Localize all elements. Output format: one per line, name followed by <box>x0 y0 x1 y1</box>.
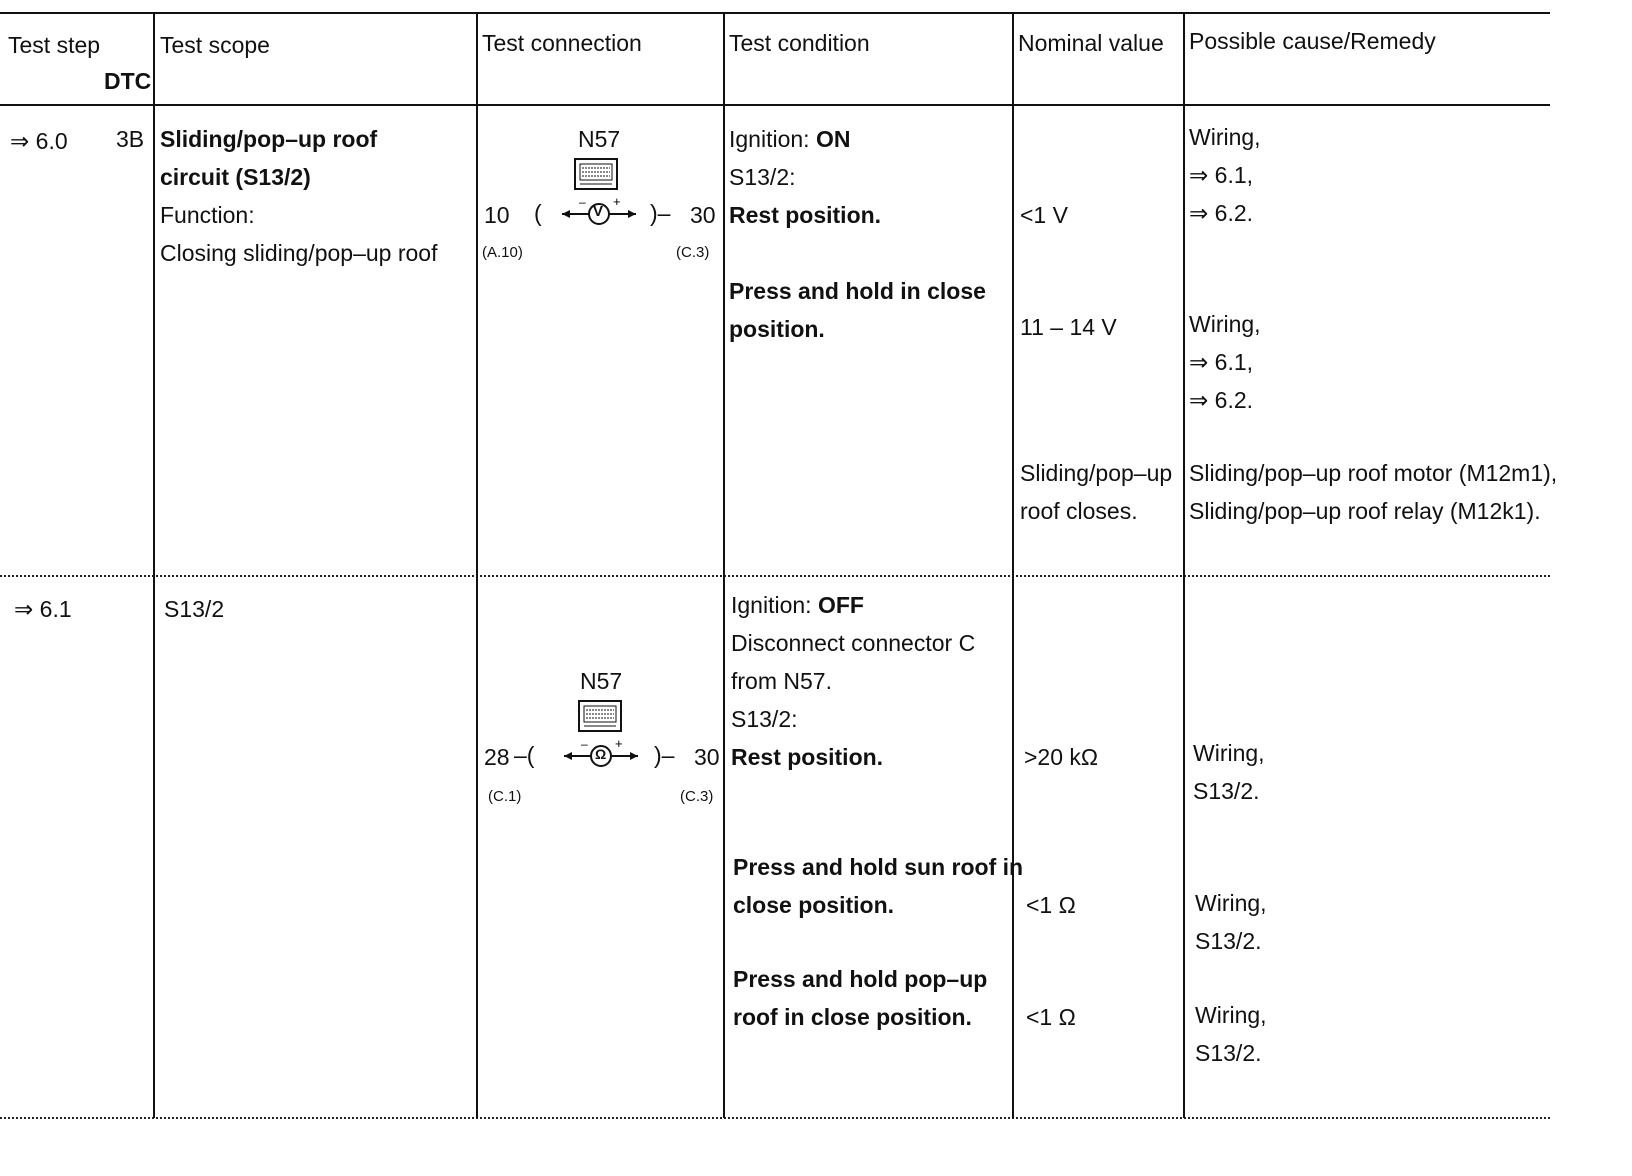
row-divider <box>0 575 1550 577</box>
column-divider <box>153 12 155 1118</box>
test-condition <box>733 848 1023 924</box>
condition-text: Rest position. <box>731 744 884 770</box>
test-condition <box>729 120 986 348</box>
cause-text: Wiring, <box>1195 890 1267 916</box>
column-divider <box>476 12 478 1118</box>
condition-label: Ignition: <box>729 126 810 152</box>
column-divider <box>1012 12 1014 1118</box>
svg-text:–: – <box>579 195 586 209</box>
right-pin-reference: (C.3) <box>676 244 710 261</box>
cause-text: Wiring, <box>1189 124 1261 150</box>
condition-text: S13/2: <box>731 706 798 732</box>
column-divider <box>723 12 725 1118</box>
step-number: ⇒ 6.0 <box>10 128 68 154</box>
right-plug-icon: )– <box>654 742 675 768</box>
dtc-code: 3B <box>116 126 145 152</box>
nominal-value: 11 – 14 V <box>1020 314 1117 340</box>
left-pin: 10 <box>484 202 510 228</box>
possible-cause <box>1189 305 1261 419</box>
condition-label: Ignition: <box>731 592 812 618</box>
module-label: N57 <box>580 668 623 694</box>
test-condition <box>733 960 987 1036</box>
column-divider <box>1183 12 1185 1118</box>
meter-symbol: V <box>593 203 604 220</box>
cause-link: ⇒ 6.2. <box>1189 387 1254 413</box>
header-test-connection: Test connection <box>482 30 642 56</box>
right-pin: 30 <box>690 202 716 228</box>
nominal-text: Sliding/pop–up <box>1020 460 1173 486</box>
left-plug-icon: –( <box>514 742 535 768</box>
cause-text: Wiring, <box>1193 740 1265 766</box>
meter-symbol: Ω <box>595 746 607 762</box>
header-nominal-value: Nominal value <box>1018 30 1164 56</box>
condition-text: Press and hold sun roof in <box>733 854 1024 880</box>
control-module-icon <box>574 158 618 196</box>
cause-text: Wiring, <box>1189 311 1261 337</box>
header-test-step: Test step <box>8 32 101 58</box>
condition-text: roof in close position. <box>733 1004 972 1030</box>
test-scope <box>160 120 437 272</box>
possible-cause <box>1195 996 1267 1072</box>
condition-text: Press and hold pop–up <box>733 966 988 992</box>
left-pin: 28 <box>484 744 510 770</box>
condition-value: OFF <box>817 592 864 618</box>
cause-text: Wiring, <box>1195 1002 1267 1028</box>
possible-cause <box>1189 118 1261 232</box>
header-bottom-rule <box>0 104 1550 106</box>
header-test-scope: Test scope <box>160 32 270 58</box>
cause-text: Sliding/pop–up roof motor (M12m1), <box>1189 460 1558 486</box>
condition-text: S13/2: <box>729 164 796 190</box>
scope-title: circuit (S13/2) <box>160 164 311 190</box>
cause-text: S13/2. <box>1195 928 1262 954</box>
table-top-rule <box>0 12 1550 14</box>
nominal-text: roof closes. <box>1020 498 1138 524</box>
scope-text: Function: <box>160 202 255 228</box>
scope-title: Sliding/pop–up roof <box>160 126 378 152</box>
test-scope: S13/2 <box>164 596 225 622</box>
left-plug-icon: ( <box>534 200 542 226</box>
left-pin-reference: (C.1) <box>488 788 522 805</box>
header-possible-cause: Possible cause/Remedy <box>1189 28 1436 54</box>
control-module-icon <box>578 700 622 738</box>
cause-link: ⇒ 6.1, <box>1189 162 1254 188</box>
nominal-value: >20 kΩ <box>1024 744 1099 770</box>
right-pin-reference: (C.3) <box>680 788 714 805</box>
left-pin-reference: (A.10) <box>482 244 523 261</box>
condition-value: ON <box>815 126 851 152</box>
cause-link: ⇒ 6.1, <box>1189 349 1254 375</box>
possible-cause <box>1189 454 1557 530</box>
svg-text:+: + <box>613 194 621 209</box>
right-plug-icon: )– <box>650 200 671 226</box>
step-number: ⇒ 6.1 <box>14 596 72 622</box>
possible-cause <box>1193 734 1265 810</box>
cause-text: S13/2. <box>1195 1040 1262 1066</box>
test-condition <box>731 586 975 776</box>
header-dtc: DTC <box>104 68 152 94</box>
svg-text:+: + <box>615 736 623 751</box>
condition-text: Rest position. <box>729 202 882 228</box>
possible-cause <box>1195 884 1267 960</box>
cause-text: S13/2. <box>1193 778 1260 804</box>
voltmeter-icon <box>560 194 638 230</box>
nominal-value: <1 V <box>1020 202 1068 228</box>
condition-text: Disconnect connector C <box>731 630 976 656</box>
condition-text: from N57. <box>731 668 832 694</box>
nominal-value <box>1020 454 1172 530</box>
table-bottom-rule <box>0 1117 1550 1119</box>
condition-text: close position. <box>733 892 895 918</box>
scope-text: Closing sliding/pop–up roof <box>160 240 438 266</box>
right-pin: 30 <box>694 744 720 770</box>
module-label: N57 <box>578 126 621 152</box>
cause-link: ⇒ 6.2. <box>1189 200 1254 226</box>
ohmmeter-icon <box>562 736 640 772</box>
condition-text: Press and hold in close <box>729 278 986 304</box>
condition-text: position. <box>729 316 825 342</box>
nominal-value: <1 Ω <box>1026 892 1076 918</box>
nominal-value: <1 Ω <box>1026 1004 1076 1030</box>
cause-text: Sliding/pop–up roof relay (M12k1). <box>1189 498 1541 524</box>
header-test-condition: Test condition <box>729 30 870 56</box>
svg-text:–: – <box>581 737 588 751</box>
